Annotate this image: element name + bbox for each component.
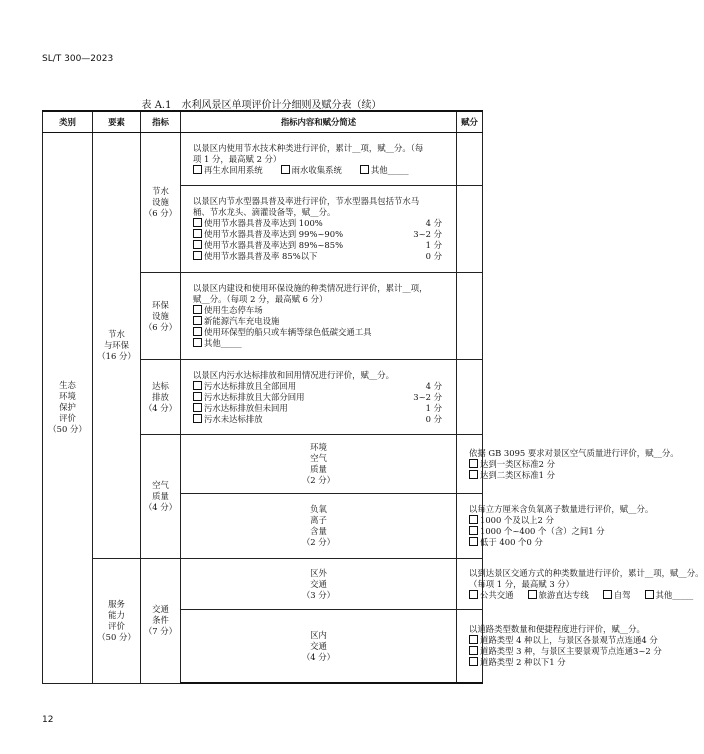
content-water-fixtures: 以景区内节水型器具普及率进行评价，节水型器具包括节水马 桶、节水龙头、滴灌设备等，赋__分。 使用节水器具普及率达到 100% 4 分 使用节水器具普及率达到 99%~90% 3~2 分 使用节水器具普及率达到 89%~85% 1 分 使用节水器具普及率 85%以下 0 分	[181, 186, 457, 273]
checkbox-option[interactable]: 污水达标排放且全部回用 4 分	[193, 381, 450, 392]
checkbox-option[interactable]: 低于 400 个 0 分	[469, 537, 476, 548]
checkbox-option[interactable]: 其他_____	[360, 165, 409, 176]
checkbox-option[interactable]: 自驾	[603, 590, 631, 601]
col-element: 要素	[93, 111, 141, 133]
checkbox-option[interactable]: 使用节水器具普及率 85%以下 0 分	[193, 251, 450, 262]
checkbox-option[interactable]: 使用节水器具普及率达到 99%~90% 3~2 分	[193, 229, 450, 240]
category-eco: 生态 环境 保护 评价 （50 分）	[43, 133, 93, 684]
checkbox-option[interactable]: 使用节水器具普及率达到 100% 4 分	[193, 218, 450, 229]
checkbox-option[interactable]: 其他_____	[645, 590, 694, 601]
checkbox-option[interactable]: 旅游直达专线	[528, 590, 589, 601]
checkbox-option[interactable]: 道路类型 4 种以上，与景区各景观节点连通 4 分	[469, 635, 476, 646]
checkbox-option[interactable]: 公共交通	[469, 590, 514, 601]
table-row	[43, 559, 483, 610]
checkbox-option[interactable]: 再生水回用系统	[193, 165, 263, 176]
indicator-ambient-air: 环境 空气 质量 （2 分）	[181, 435, 457, 494]
content-env-facilities: 以景区内建设和使用环保设施的种类情况进行评价，累计__项， 赋__分。（每项 2 分，最高赋 6 分） 使用生态停车场 新能源汽车充电设施 使用环保型的船只或车辆等绿色低碳交通工具 其他_____	[181, 273, 457, 360]
col-indicator: 指标	[141, 111, 181, 133]
score-cell[interactable]	[457, 186, 483, 273]
checkbox-option[interactable]: 1000 个~400 个（含）之间 1 分	[469, 526, 476, 537]
score-cell[interactable]	[457, 133, 483, 186]
table-header-row	[43, 111, 483, 133]
checkbox-option[interactable]: 使用节水器具普及率达到 89%~85% 1 分	[193, 240, 450, 251]
checkbox-option[interactable]: 新能源汽车充电设施	[193, 316, 450, 327]
score-cell[interactable]	[457, 360, 483, 435]
table-row	[43, 133, 483, 186]
checkbox-option[interactable]: 雨水收集系统	[281, 165, 342, 176]
content-negative-ions: 以每立方厘米含负氧离子数量进行评价，赋__分。 1000 个及以上 2 分 1000 个~400 个（含）之间 1 分 低于 400 个 0 分	[457, 494, 483, 559]
indicator-water-saving: 节水 设施 （6 分）	[141, 133, 181, 273]
checkbox-option[interactable]: 达到二类区标准 1 分	[469, 470, 476, 481]
content-external-traffic: 以到达景区交通方式的种类数量进行评价，累计__项，赋__分。 （每项 1 分，最高赋 3 分） 公共交通 旅游直达专线 自驾 其他_____	[457, 559, 483, 610]
content-discharge: 以景区内污水达标排放和回用情况进行评价，赋__分。 污水达标排放且全部回用 4 分 污水达标排放且大部分回用 3~2 分 污水达标排放但未回用 1 分 污水未达标排放 0 分	[181, 360, 457, 435]
page-number: 12	[42, 715, 54, 725]
element-water-env: 节水 与环保 （16 分）	[93, 133, 141, 559]
content-water-tech: 以景区内使用节水技术种类进行评价，累计__项，赋__分。（每 项 1 分，最高赋 2 分） 再生水回用系统 雨水收集系统 其他_____	[181, 133, 457, 186]
element-traffic: 交通 条件 （7 分）	[141, 559, 181, 684]
checkbox-option[interactable]: 道路类型 3 种，与景区主要景观节点连通 3~2 分	[469, 646, 476, 657]
content-ambient-air: 依据 GB 3095 要求对景区空气质量进行评价，赋__分。 达到一类区标准 2 分 达到二类区标准 1 分	[457, 435, 483, 494]
category-service: 服务 能力 评价 （50 分）	[93, 559, 141, 684]
checkbox-option[interactable]: 污水未达标排放 0 分	[193, 414, 450, 425]
indicator-external-traffic: 区外 交通 （3 分）	[181, 559, 457, 610]
col-category: 类别	[43, 111, 93, 133]
doc-code: SL/T 300—2023	[42, 54, 114, 64]
checkbox-option[interactable]: 使用环保型的船只或车辆等绿色低碳交通工具	[193, 327, 450, 338]
indicator-negative-ions: 负氧 离子 含量 （2 分）	[181, 494, 457, 559]
checkbox-option[interactable]: 1000 个及以上 2 分	[469, 515, 476, 526]
col-content: 指标内容和赋分简述	[181, 111, 457, 133]
checkbox-option[interactable]: 道路类型 2 种以下 1 分	[469, 657, 476, 668]
checkbox-option[interactable]: 达到一类区标准 2 分	[469, 459, 476, 470]
indicator-internal-traffic: 区内 交通 （4 分）	[181, 610, 457, 684]
score-cell[interactable]	[457, 273, 483, 360]
table-title: 表 A.1 水利风景区单项评价计分细则及赋分表（续）	[141, 100, 382, 111]
indicator-env-facilities: 环保 设施 （6 分）	[141, 273, 181, 360]
checkbox-option[interactable]: 使用生态停车场	[193, 305, 450, 316]
col-score: 赋分	[457, 111, 483, 133]
element-air-quality: 空气 质量 （4 分）	[141, 435, 181, 559]
indicator-discharge: 达标 排放 （4 分）	[141, 360, 181, 435]
scoring-table	[42, 110, 704, 684]
content-internal-traffic: 以道路类型数量和便捷程度进行评价，赋__分。 道路类型 4 种以上，与景区各景观节点连通 4 分 道路类型 3 种，与景区主要景观节点连通 3~2 分 道路类型 2 种以下 1 分	[457, 610, 483, 684]
checkbox-option[interactable]: 污水达标排放且大部分回用 3~2 分	[193, 392, 450, 403]
checkbox-option[interactable]: 污水达标排放但未回用 1 分	[193, 403, 450, 414]
checkbox-option[interactable]: 其他_____	[193, 338, 450, 349]
